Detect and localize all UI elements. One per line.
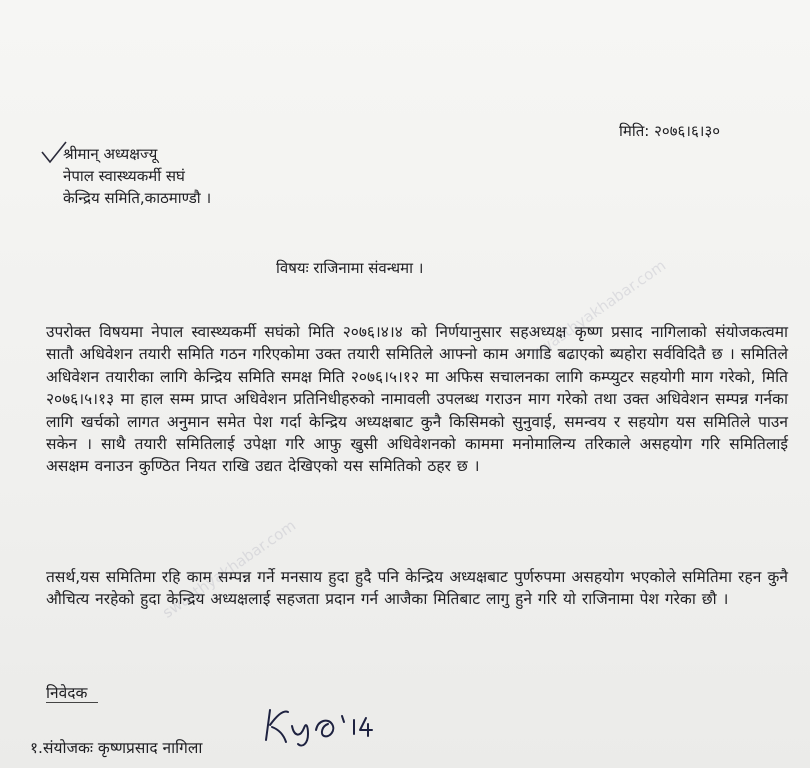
recipient-address bbox=[63, 143, 211, 209]
closing-underline bbox=[46, 702, 98, 703]
handwritten-signature bbox=[258, 700, 418, 750]
signatory-line: १.संयोजकः कृष्णप्रसाद नागिला bbox=[30, 739, 203, 757]
closing-label: निवेदक bbox=[46, 684, 88, 702]
body-paragraph-2: तसर्थ,यस समितिमा रहि काम सम्पन्न गर्ने मनसाय हुदा हुदै पनि केन्द्रिय अध्यक्षबाट पुर्णरुपमा असहयोग भएकोले समितिमा रहन कुनै औचित्य नरहेको हुदा केन्द्रिय अध्यक्षलाई सहजता प्रदान गर्न आजैका मितिबाट लागु हुने गरि यो राजिनामा पेश गरेका छौ । bbox=[46, 568, 788, 609]
recipient-line-3: केन्द्रिय समिति,काठमाण्डौ । bbox=[63, 189, 212, 207]
letter-date: मिति: २०७६।६।३० bbox=[619, 122, 721, 140]
body-paragraph-1: उपरोक्त विषयमा नेपाल स्वास्थ्यकर्मी सघंको मिति २०७६।४।४ को निर्णयानुसार सहअध्यक्ष कृष्ण प्रसाद नागिलाको संयोजकत्वमा सातौ अधिवेशन तयारी समिति गठन गरिएकोमा उक्त तयारी समितिले आफ्नो काम अगाडि बढाएको ब्यहोरा सर्वविदितै छ । समितिले अधिवेशन तयारीका लागि केन्द्रिय समिति समक्ष मिति २०७६।५।१२ मा अफिस सचालनका लागि कम्प्युटर सहयोगी माग गरेको, मिति २०७६।५।१३ मा हाल सम्म प्राप्त अधिवेशन प्रतिनिधीहरुको नामावली उपलब्ध गराउन माग गरेको तथा उक्त अधिवेशन सम्पन्न गर्नका लागि खर्चको लागत अनुमान समेत पेश गर्दा केन्द्रिय अध्यक्षबाट कुनै किसिमको सुनुवाई, समन्वय र सहयोग यस समितिले पाउन सकेन । साथै तयारी समितिलाई उपेक्षा गरि आफु खुसी अधिवेशनको काममा मनोमालिन्य तरिकाले असहयोग गरि समितिलाई असक्षम वनाउन कुण्ठित नियत राखि उद्यत देखिएको यस समितिको ठहर छ । bbox=[46, 323, 788, 476]
watermark-text: swasthyakhabar.com bbox=[529, 256, 670, 362]
recipient-line-2: नेपाल स्वास्थ्यकर्मी सघं bbox=[63, 167, 185, 185]
recipient-line-1: श्रीमान् अध्यक्षज्यू bbox=[63, 145, 158, 163]
letter-subject: विषयः राजिनामा संवन्धमा । bbox=[276, 259, 424, 277]
watermark-text: swasthyakhabar.com bbox=[159, 516, 300, 622]
